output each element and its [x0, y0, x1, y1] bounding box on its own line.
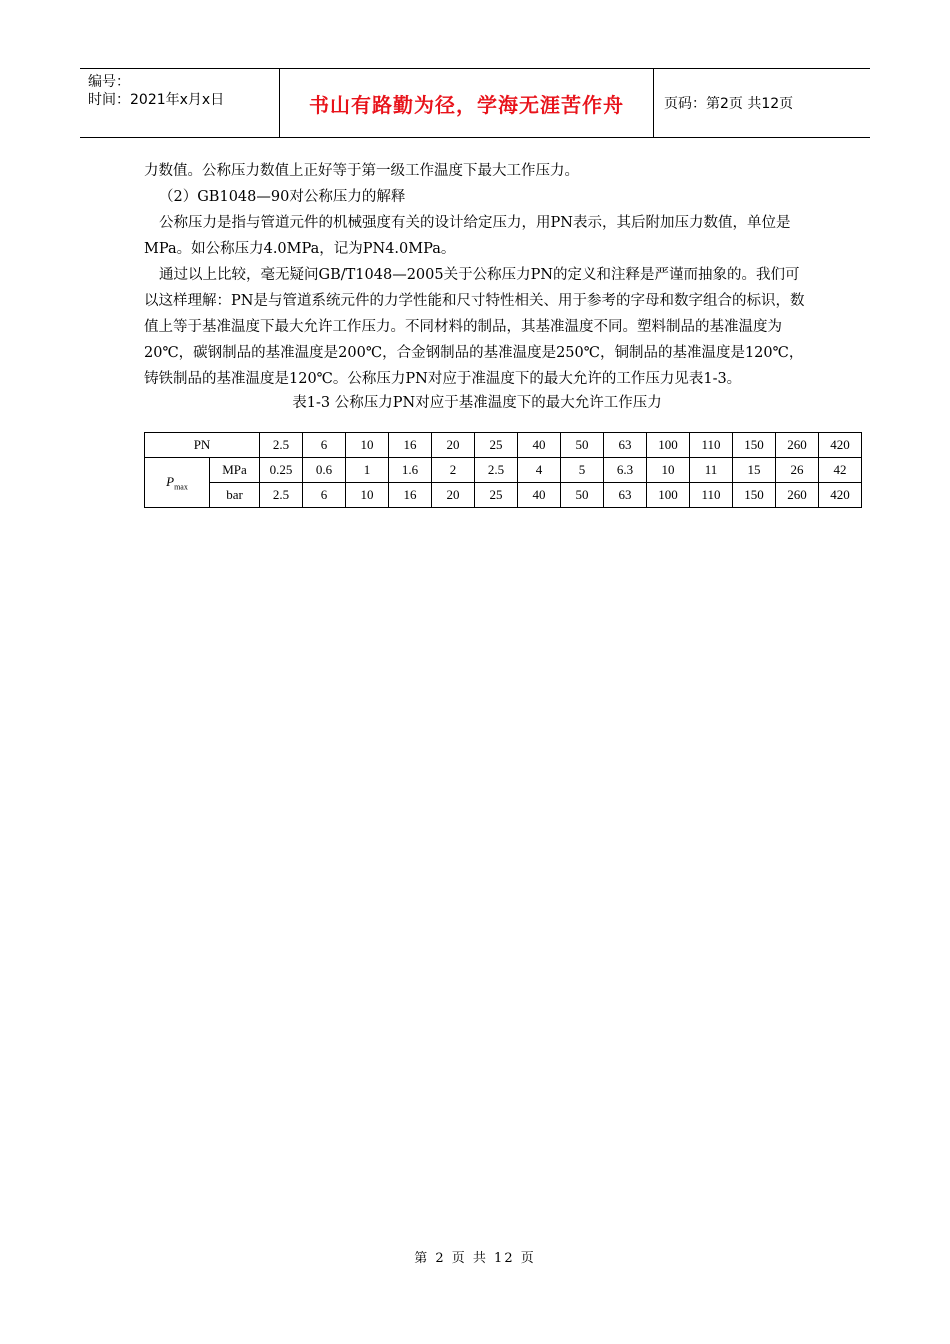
header-page-cell — [654, 69, 870, 137]
paragraph-4: 通过以上比较，毫无疑问GB/T1048—2005关于公称压力PN的定义和注释是严谨而抽象的。我们可以这样理解：PN是与管道系统元件的力学性能和尺寸特性相关、用于参考的字母和数字组合的标识，数值上等于基准温度下最大允许工作压力。不同材料的制品，其基准温度不同。塑料制品的基准温度为20℃，碳钢制品的基准温度是200℃，合金钢制品的基准温度是250℃，铜制品的基准温度是120℃，铸铁制品的基准温度是120℃。公称压力PN对应于准温度下的最大允许的工作压力见表1-3。 — [144, 267, 805, 387]
table-caption: 表1-3 公称压力PN对应于基准温度下的最大允许工作压力 — [292, 395, 662, 411]
table-cell: 16 — [389, 433, 432, 458]
table-cell: 25 — [475, 483, 518, 508]
table-cell: 11 — [690, 458, 733, 483]
table-cell: 100 — [647, 483, 690, 508]
table-row-mpa — [145, 458, 862, 483]
pmax-label-cell — [145, 458, 210, 508]
table-cell: 2.5 — [260, 433, 303, 458]
table-cell: 42 — [819, 458, 862, 483]
table-row-pn — [145, 433, 862, 458]
table-cell: 6.3 — [604, 458, 647, 483]
mpa-label-cell: MPa — [210, 458, 260, 483]
number-label: 编号： — [88, 74, 130, 90]
page-info: 页码：第2页 共12页 — [664, 96, 794, 112]
table-cell: 5 — [561, 458, 604, 483]
table-cell: 63 — [604, 433, 647, 458]
table-cell: 0.25 — [260, 458, 303, 483]
table-cell: 40 — [518, 483, 561, 508]
table-cell: 2.5 — [260, 483, 303, 508]
motto-text: 书山有路勤为径，学海无涯苦作舟 — [309, 92, 624, 117]
body-text — [144, 158, 810, 414]
table-cell: 150 — [733, 433, 776, 458]
paragraph-3: 公称压力是指与管道元件的机械强度有关的设计给定压力，用PN表示，其后附加压力数值，单位是MPa。如公称压力4.0MPa，记为PN4.0MPa。 — [144, 215, 791, 257]
table-cell: 6 — [303, 433, 346, 458]
table-cell: 15 — [733, 458, 776, 483]
table-cell: 1.6 — [389, 458, 432, 483]
page-header — [80, 68, 870, 138]
table-cell: 260 — [776, 483, 819, 508]
table-row-bar — [145, 483, 862, 508]
table-cell: 10 — [346, 483, 389, 508]
table-cell: 420 — [819, 483, 862, 508]
paragraph-1: 力数值。公称压力数值上正好等于第一级工作温度下最大工作压力。 — [144, 163, 579, 179]
table-cell: 40 — [518, 433, 561, 458]
table-cell: 63 — [604, 483, 647, 508]
table-cell: 50 — [561, 433, 604, 458]
table-cell: 26 — [776, 458, 819, 483]
pmax-symbol: P — [166, 473, 175, 489]
date-label: 时间：2021年x月x日 — [88, 92, 225, 108]
bar-label-cell: bar — [210, 483, 260, 508]
table-cell: 2 — [432, 458, 475, 483]
table-cell: 0.6 — [303, 458, 346, 483]
table-cell: 4 — [518, 458, 561, 483]
paragraph-2: （2）GB1048—90对公称压力的解释 — [159, 189, 406, 205]
header-left-cell — [80, 69, 280, 137]
header-motto-cell — [280, 69, 654, 137]
table-cell: 110 — [690, 483, 733, 508]
table-cell: 100 — [647, 433, 690, 458]
pressure-table — [144, 432, 862, 508]
table-cell: 20 — [432, 433, 475, 458]
table-cell: 110 — [690, 433, 733, 458]
pn-label-cell: PN — [145, 433, 260, 458]
table-cell: 10 — [647, 458, 690, 483]
table-cell: 260 — [776, 433, 819, 458]
table-cell: 420 — [819, 433, 862, 458]
table-cell: 50 — [561, 483, 604, 508]
table-cell: 150 — [733, 483, 776, 508]
table-cell: 25 — [475, 433, 518, 458]
table-cell: 20 — [432, 483, 475, 508]
pmax-subscript: max — [174, 482, 188, 492]
table-cell: 10 — [346, 433, 389, 458]
table-cell: 16 — [389, 483, 432, 508]
table-cell: 1 — [346, 458, 389, 483]
page-footer: 第 2 页 共 12 页 — [414, 1251, 536, 1266]
table-cell: 6 — [303, 483, 346, 508]
table-cell: 2.5 — [475, 458, 518, 483]
